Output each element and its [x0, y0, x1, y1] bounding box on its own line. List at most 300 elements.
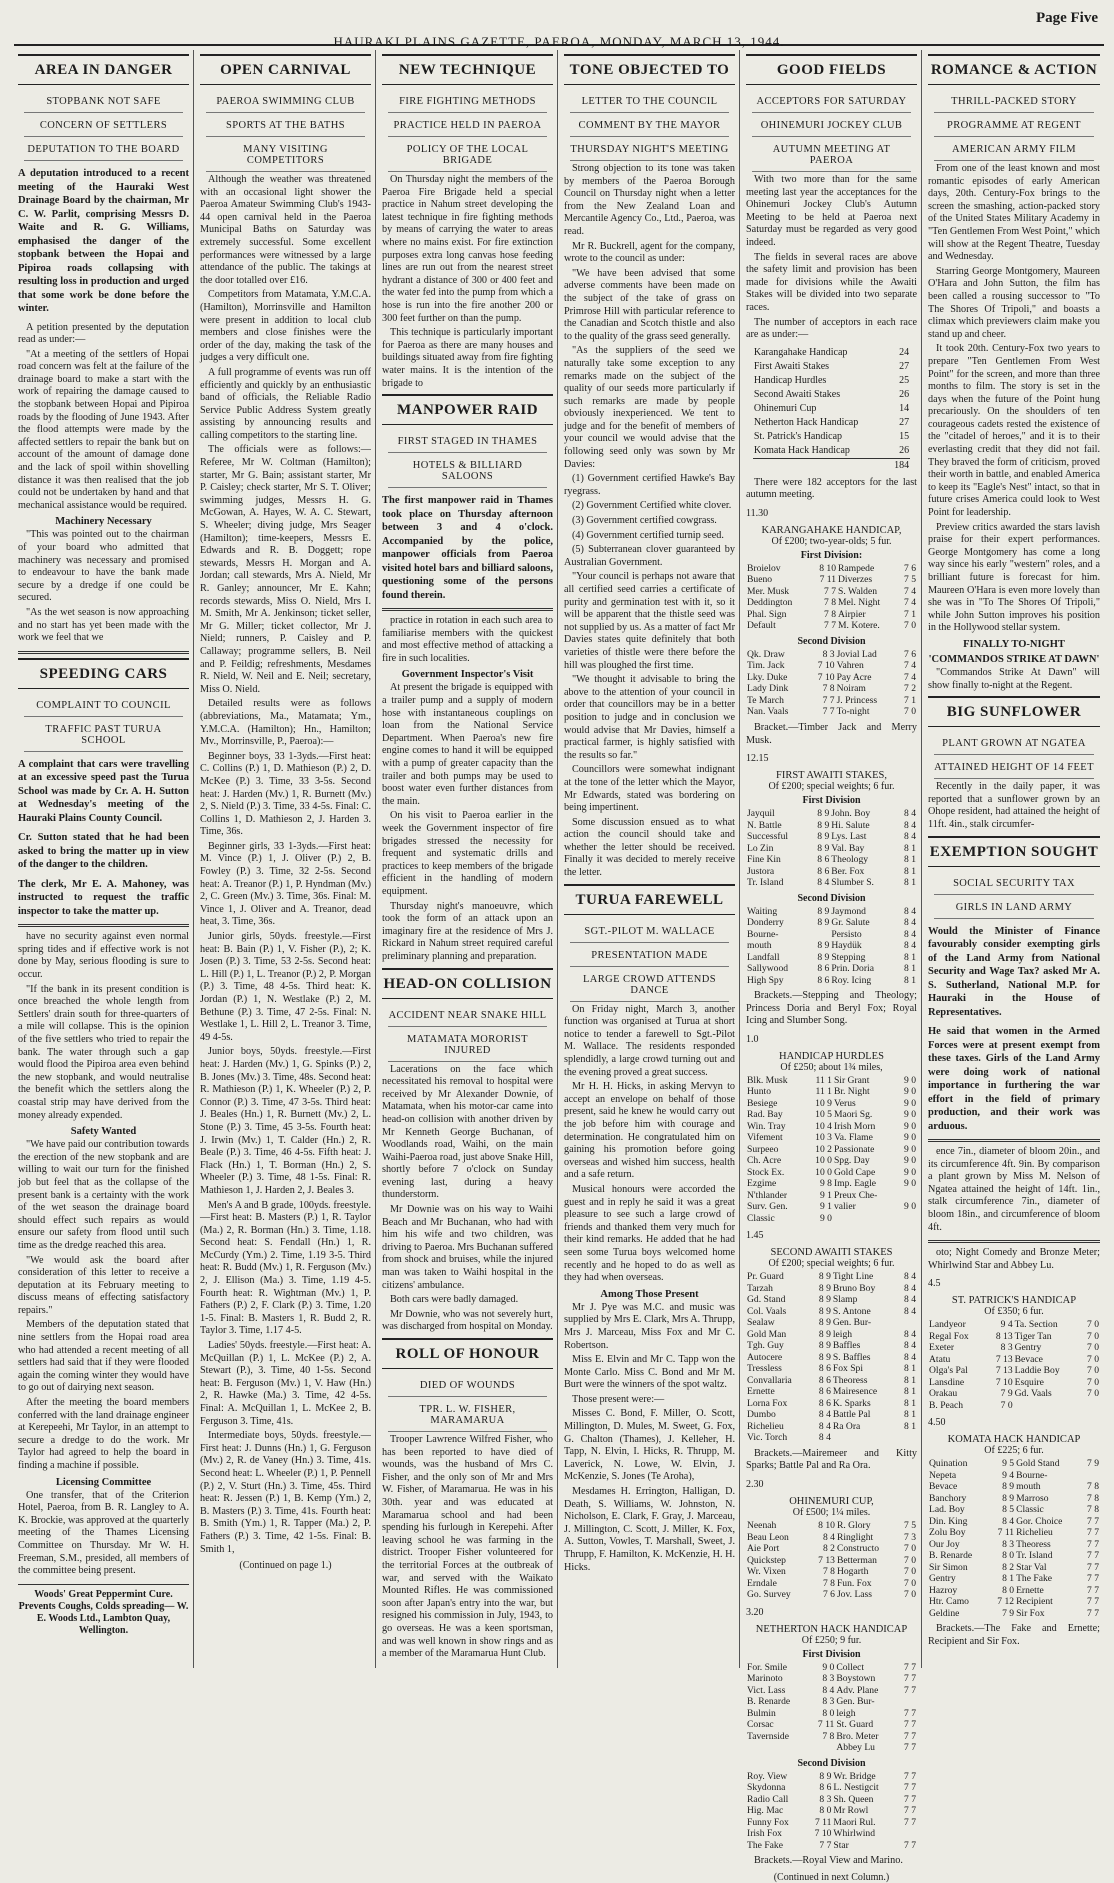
table-cell: Imp. Eagle: [833, 1178, 877, 1190]
table-cell: Gold Cape: [833, 1166, 876, 1178]
table-cell: Classic: [1016, 1504, 1044, 1516]
table-cell: Hi. Salute: [831, 819, 870, 831]
table-cell: [1014, 1400, 1081, 1412]
table-row: [746, 672, 917, 684]
table-cell: Neenah: [747, 1520, 777, 1532]
table-row: [746, 563, 917, 575]
table-row: [928, 1365, 1100, 1377]
table-row: [746, 1109, 917, 1121]
table-cell: 7 4: [904, 671, 916, 683]
race-name: Karangahake Handicap: [753, 346, 848, 358]
table-cell: Vahren: [836, 660, 864, 672]
subheadline: OHINEMURI JOCKEY CLUB: [752, 115, 911, 137]
table-cell: 7 13: [995, 1365, 1013, 1377]
page-number: Page Five: [1035, 10, 1098, 26]
table-row: [928, 1527, 1100, 1539]
table-cell: 8 2: [1002, 1561, 1015, 1573]
table-row: [746, 1306, 917, 1318]
table-cell: 8 5: [1002, 1504, 1015, 1516]
paragraph: With two more than for the same meeting last year the acceptances for the Ohinemuri Jockey Club's Autumn Meeting to be held at Paeroa next Saturday must be regarded as very good indeed.: [746, 174, 917, 248]
subheadline: SGT.-PILOT M. WALLACE: [570, 921, 729, 943]
table-row: [746, 1532, 917, 1544]
table-cell: Fine Kin: [747, 854, 781, 866]
table-cell: Wr. Vixen: [747, 1566, 786, 1578]
subheadline: TPR. L. W. FISHER, MARAMARUA: [388, 1399, 547, 1432]
table-cell: 7 7: [1087, 1607, 1099, 1619]
table-cell: 7 7: [1087, 1527, 1099, 1539]
table-cell: 8 9: [1002, 1492, 1015, 1504]
total-label: [753, 458, 889, 473]
table-row: [746, 917, 917, 929]
table-cell: 8 4: [904, 905, 916, 917]
race-title: OHINEMURI CUP,: [789, 1496, 874, 1508]
lead-paragraph: A deputation introduced to a recent meeting of the Hauraki West Drainage Board by the chairman, Mr C. W. Parlit, comprising Messrs D. Waite and R. G. Williams, emphasised the danger of the stopbank between the Hopai and Pipiroa roads collapsing with resulting loss in production and urged that some work be done before the winter.: [18, 168, 189, 314]
column-5: [742, 50, 922, 1883]
table-cell: B. Renarde: [747, 1696, 791, 1708]
paragraph: Junior boys, 50yds. freestyle.—First heat: J. Harden (Mv.) 1, G. Spinks (P.) 2, B. Jones (Mv.) 3. Time, 48s. Second heat: R. Mathieson (P.) 1, K. Wheeler (P.) 2, P. Connor (P.) 3. Time, 47 3-5s. Third heat: J. Beales (Hn.) 1, R. Burnett (Mv.) 2, L. Stone (P.) 3. Time, 45 3-5s. Fourth heat: J. Irwin (Mv.) 1, T. Calder (Hn.) 2, R. Beale (P.) 3. Time, 46 4-5s. Fifth heat: J. Flack (Hn.) 1, T. Borman (Hn.) 2, S. Wheeler (P.) 3. Time, 48 1-5s. Final: R. Mathieson 1, J. Harden 2, J. Beales 3.: [200, 1046, 371, 1196]
race-title: NETHERTON HACK HANDICAP: [755, 1623, 908, 1635]
table-cell: Lorna Fox: [747, 1397, 788, 1409]
table-cell: 7 2: [904, 683, 916, 695]
table-cell: 8 0: [1002, 1550, 1015, 1562]
table-row: [746, 1340, 917, 1352]
table-cell: Tim. Jack: [747, 660, 785, 672]
table-cell: 9 0: [904, 1201, 916, 1213]
acceptor-total: 184: [888, 458, 910, 473]
table-row: [746, 1178, 917, 1190]
table-cell: 7 9: [1000, 1388, 1013, 1400]
table-cell: N'thlander: [747, 1189, 788, 1201]
race-field-table: [928, 1319, 1100, 1411]
table-cell: Tiger Tan: [1014, 1330, 1052, 1342]
table-cell: Fun. Fox: [836, 1577, 872, 1589]
table-row: [746, 929, 917, 941]
subheadline: HOTELS & BILLIARD SALOONS: [388, 455, 547, 488]
table-cell: Verus: [833, 1097, 856, 1109]
headline: ROMANCE & ACTION: [928, 54, 1100, 85]
paragraph: A petition presented by the deputation read as under:—: [18, 321, 189, 346]
race-brackets: oto; Night Comedy and Bronze Meter; Whirlwind Star and Abbey Lu.: [928, 1247, 1100, 1271]
table-cell: 9 4: [1002, 1469, 1015, 1481]
table-cell: 8 4: [904, 1328, 916, 1340]
table-cell: Jaymond: [831, 905, 866, 917]
subheadline: ATTAINED HEIGHT OF 14 FEET: [934, 757, 1094, 779]
table-cell: Autocere: [747, 1351, 783, 1363]
table-cell: [1081, 1470, 1100, 1482]
table-cell: For. Smile: [747, 1661, 787, 1673]
table-row: [746, 620, 917, 632]
race-conditions: Of £200; special weights; 6 fur.: [768, 1258, 895, 1270]
table-cell: Maori Sg.: [833, 1109, 873, 1121]
race-conditions: Of £500; 1¼ miles.: [792, 1507, 871, 1519]
table-cell: Gen. Bur-: [832, 1317, 872, 1329]
race-time: 3.20: [746, 1606, 764, 1618]
table-cell: Va. Flame: [833, 1132, 873, 1144]
table-row: [746, 1375, 917, 1387]
headline: AREA IN DANGER: [18, 54, 189, 85]
table-cell: 8 9: [817, 905, 830, 917]
table-cell: Aie Port: [747, 1543, 780, 1555]
table-cell: 7 7: [904, 1805, 916, 1817]
table-cell: 7 7: [819, 1839, 832, 1851]
table-cell: 8 9: [818, 1282, 831, 1294]
table-cell: [809, 1742, 835, 1754]
table-cell: [897, 1696, 917, 1708]
table-row: [746, 597, 917, 609]
table-row: [928, 1458, 1100, 1470]
table-cell: Deddington: [747, 597, 793, 609]
table-cell: 10 5: [815, 1109, 832, 1121]
table-cell: 8 9: [818, 1305, 831, 1317]
subheadline: MANY VISITING COMPETITORS: [206, 139, 365, 172]
table-cell: The Fake: [747, 1839, 783, 1851]
table-cell: 7 0: [1087, 1365, 1099, 1377]
table-cell: 8 4: [904, 928, 916, 940]
paragraph: "Commandos Strike At Dawn" will show finally to-night at the Regent.: [928, 666, 1100, 691]
table-cell: John. Boy: [831, 808, 871, 820]
table-row: [928, 1585, 1100, 1597]
table-row: [746, 1121, 917, 1133]
table-cell: 8 4: [904, 808, 916, 820]
table-row: [746, 1155, 917, 1167]
table-row: [746, 1840, 917, 1852]
table-cell: J. Princess: [836, 694, 878, 706]
race-name: Handicap Hurdles: [753, 374, 827, 386]
table-cell: 7 7: [904, 1684, 916, 1696]
table-cell: Vic. Torch: [747, 1432, 788, 1444]
table-cell: 9 0: [904, 1109, 916, 1121]
table-cell: Battle Pal: [832, 1409, 871, 1421]
table-row: [746, 1828, 917, 1840]
table-cell: 7 7: [904, 1730, 916, 1742]
table-row: [746, 695, 917, 707]
race-time: 11.30: [746, 507, 769, 519]
table-cell: Justora: [747, 865, 775, 877]
subheadline: PAEROA SWIMMING CLUB: [206, 91, 365, 113]
table-cell: 10 3: [815, 1132, 832, 1144]
paragraph: Preview critics awarded the stars lavish praise for their expert performances. George Montgomery has come a long way since his early "western" roles, and a brilliant future is forecast for him. Maureen O'Hara is even more lovely than she was in "To The Shores Of Tripoli," while John Sutton improves his position in the Hollywood stellar system.: [928, 521, 1100, 634]
table-cell: Theoress: [832, 1374, 868, 1386]
table-cell: Rad. Bay: [747, 1109, 783, 1121]
table-cell: 7 7: [824, 585, 836, 597]
table-cell: 8 9: [818, 1294, 831, 1306]
table-cell: 7 8: [824, 597, 836, 609]
table-row: [746, 866, 917, 878]
table-cell: 7 1: [904, 694, 916, 706]
table-cell: Adv. Plane: [836, 1684, 879, 1696]
table-cell: Gold Stand: [1016, 1458, 1060, 1470]
divider: [18, 651, 189, 654]
paragraph: After the meeting the board members conferred with the land drainage engineer at Kerepeehi, Mr Taylor, in an attempt to secure a dredge to do the work. Mr Taylor had agreed to help the board in finding a machine if possible.: [18, 1397, 189, 1471]
table-cell: 10 9: [815, 1097, 832, 1109]
paragraph: "We have paid our contribution towards the erection of the new stopbank and are willing to wait our turn for the finished job but feel that as the collapse of the present bank is a certainty with the work of the wet season the drainage board should effect such repairs as would ensure our safety from flood until such time as the dredge reached this area.: [18, 1139, 189, 1251]
acceptor-count: 27: [899, 360, 910, 372]
table-cell: Irish Fox: [747, 1828, 782, 1840]
table-cell: Tarzah: [747, 1282, 773, 1294]
table-cell: 8 1: [904, 877, 916, 889]
subheadline: FIRE FIGHTING METHODS: [388, 91, 547, 113]
paragraph: Mr J. Pye was M.C. and music was supplied by Mrs E. Clark, Mrs A. Thrupp, Mrs J. Marceau, Miss Fox and Mr C. Robertson.: [564, 1301, 736, 1351]
table-row: [928, 1470, 1100, 1482]
table-cell: Collect: [836, 1661, 865, 1673]
subheadline: ACCIDENT NEAR SNAKE HILL: [388, 1005, 547, 1027]
table-cell: Bevace: [1014, 1353, 1043, 1365]
subheadline: PRESENTATION MADE: [570, 945, 729, 967]
table-cell: 9 5: [1002, 1458, 1015, 1470]
table-cell: 7 0: [904, 1543, 916, 1555]
table-cell: Col. Vaals: [747, 1305, 787, 1317]
table-cell: Gen. Bur-: [836, 1696, 875, 1708]
subheadline: PLANT GROWN AT NGATEA: [934, 733, 1094, 755]
paragraph: There were 182 acceptors for the last autumn meeting.: [746, 476, 917, 501]
table-row: [746, 1520, 917, 1532]
table-row: [928, 1354, 1100, 1366]
table-cell: Gentry: [929, 1573, 956, 1585]
table-cell: K. Sparks: [832, 1397, 871, 1409]
table-row: [753, 430, 910, 444]
table-cell: 7 10: [817, 660, 835, 672]
paragraph: Recently in the daily paper, it was reported that a sunflower grown by an Ohope resident, had attained the height of 11ft. 4in., stalk circumfer-: [928, 781, 1100, 830]
race-title: ST. PATRICK'S HANDICAP: [951, 1295, 1077, 1307]
table-cell: 8 4: [822, 1684, 835, 1696]
table-cell: 8 4: [904, 1340, 916, 1352]
table-cell: Jovial Lad: [836, 648, 877, 660]
table-cell: S. Baffles: [832, 1351, 871, 1363]
table-row: [753, 374, 910, 388]
table-cell: 7 7: [822, 694, 835, 706]
table-cell: Surpeeo: [747, 1143, 779, 1155]
paragraph: "We thought it advisable to bring the above to the attention of your council in order that councillors may be in a better position to judge and in conclusion we would advise that Mr Davies, himself a practical farmer, is highly satisfied with the results so far.": [564, 674, 735, 761]
table-cell: Diverzes: [838, 574, 873, 586]
subheadline: AMERICAN ARMY FILM: [934, 139, 1094, 161]
race-conditions: Of £200; special weights; 6 fur.: [768, 781, 895, 793]
table-cell: 8 4: [818, 1432, 831, 1444]
paragraph: "If the bank in its present condition is once breached the whole length from Settlers' drain south for three-quarters of a mile will collapse. This is the opinion of the five settlers who tried to repair the bank. The water through such a gap would flood the Pipiroa area even behind the new stopbank, and would neutralise the benefit which the settlers along the coastal strip may have derived from the money already expended.: [18, 983, 189, 1121]
table-cell: Constructo: [836, 1543, 880, 1555]
race-conditions: Of £350; 6 fur.: [984, 1306, 1044, 1318]
table-cell: Abbey Lu: [836, 1742, 875, 1754]
table-row: [746, 1685, 917, 1697]
table-cell: Vict. Lass: [747, 1684, 786, 1696]
acceptor-count: 14: [899, 402, 910, 414]
table-row: [753, 402, 910, 416]
table-cell: Te March: [747, 694, 784, 706]
lead-paragraph: He said that women in the Armed Forces were at present exempt from these taxes. Girls of the Land Army were doing work of national importance in furthering the war effort in the field of primary production, and their work was arduous.: [928, 1026, 1100, 1132]
paragraph: The officials were as follows:—Referee, Mr W. Coltman (Hamilton); starter, Mr G. Bain; assistant starter, Mr P. Caisley; check starter, Mr S. T. Oliver; swimming judges, Messrs H. G. McGowan, A. Hayes, W. A. C. Stewart, S. Wheeler; diving judge, Mrs Seager (Hamilton); time-keepers, Messrs E. Edwards and R. B. Doggett; rope stewards, Messrs H. Morgan and A. Jordan; call stewards, Mrs A. Nield, Mr R. Ganley; announcer, Mr E. Kahn; records stewards, Miss O. Nield, Mrs I. M. Smith, Mr A. Jenkinson; ticket seller, Mr G. Miller; ticket collector, Mr J. Nield; runners, P. Caisley and P. Callaway; programme sellers, B. Neil and P. Feildig; refreshments, Mesdames R. Nield, W. Neil and E. Neil; secretary, Miss O. Nield.: [200, 444, 371, 695]
table-cell: Lad. Boy: [929, 1504, 965, 1516]
table-cell: Bro. Meter: [836, 1730, 879, 1742]
table-row: [746, 1817, 917, 1829]
table-cell: Boystown: [836, 1673, 876, 1685]
table-cell: Tr. Island: [747, 877, 784, 889]
table-row: [746, 820, 917, 832]
table-cell: 8 6: [817, 974, 830, 986]
table-cell: 9 0: [904, 1074, 916, 1086]
table-row: [746, 1673, 917, 1685]
race-name: Netherton Hack Handicap: [753, 416, 859, 428]
table-cell: Win. Tray: [747, 1120, 786, 1132]
table-row: [753, 360, 910, 374]
table-row: [746, 906, 917, 918]
table-row: [928, 1481, 1100, 1493]
table-cell: 8 4: [904, 1294, 916, 1306]
table-cell: 8 9: [818, 1328, 831, 1340]
table-cell: Bourne-: [747, 928, 779, 940]
table-cell: 7 7: [904, 1793, 916, 1805]
subheadline: POLICY OF THE LOCAL BRIGADE: [388, 139, 547, 172]
table-cell: Haydük: [831, 940, 862, 952]
table-row: [746, 1589, 917, 1601]
table-cell: B. Renarde: [929, 1550, 973, 1562]
table-row: [746, 1398, 917, 1410]
table-cell: Surv. Gen.: [747, 1201, 788, 1213]
table-row: [746, 843, 917, 855]
paragraph: The fields in several races are above the safety limit and provision has been made for divisions while the Awaiti Stakes will be divided into two separate races.: [746, 251, 917, 313]
section-subhead: Licensing Committee: [55, 1476, 152, 1488]
table-cell: 8 9: [818, 1271, 831, 1283]
table-cell: leigh: [832, 1328, 853, 1340]
division-label: First Division:: [800, 549, 863, 561]
lead-paragraph: Cr. Sutton stated that he had been asked to bring the matter up in view of the danger to the children.: [18, 832, 189, 871]
table-cell: High Spy: [747, 974, 784, 986]
table-cell: Whirlwind: [833, 1828, 875, 1840]
paragraph: "As the suppliers of the seed we naturally take some exception to any remarks made on the subject of the quality of our seeds more particularly if such remarks are made by people obviously inexperienced. We tent to judge and for the benefit of members of your council we would advise that the following seed only was sown by Mr Davies:: [564, 345, 735, 470]
race-title: KARANGAHAKE HANDICAP,: [761, 524, 902, 536]
table-cell: Gold Man: [747, 1328, 787, 1340]
acceptor-count: 15: [899, 430, 910, 442]
table-cell: 7 1: [904, 608, 916, 620]
table-cell: Bevace: [929, 1481, 958, 1493]
headline: SPEEDING CARS: [18, 658, 189, 689]
table-cell: 7 8: [1087, 1481, 1099, 1493]
table-cell: Landfall: [747, 951, 780, 963]
table-cell: Olga's Pal: [929, 1365, 968, 1377]
table-cell: 8 1: [904, 1386, 916, 1398]
table-cell: M. Kotere.: [838, 620, 880, 632]
table-row: [928, 1550, 1100, 1562]
race-brackets: Brackets.—Royal View and Marino.: [754, 1855, 903, 1867]
table-cell: Waiting: [747, 905, 778, 917]
headline: TURUA FAREWELL: [564, 884, 735, 915]
headline: HEAD-ON COLLISION: [382, 968, 553, 999]
table-cell: Bueno: [747, 574, 773, 586]
paragraph: From one of the least known and most romantic episodes of early American days, 20th. Century-Fox brings to the screen the smashing, action-packed story of the United States Military Academy in "Ten Gentlemen From West Point," which will show at the Regent Theatre, Tuesday and Wednesday.: [928, 163, 1100, 263]
table-row: [746, 877, 917, 889]
table-row: [746, 1329, 917, 1341]
subheadline: AUTUMN MEETING AT PAEROA: [752, 139, 911, 172]
table-cell: 7 13: [995, 1353, 1013, 1365]
table-cell: [832, 1432, 897, 1444]
table-cell: 7 8: [1087, 1504, 1099, 1516]
table-cell: Airpier: [838, 608, 866, 620]
table-cell: Sir Simon: [929, 1561, 968, 1573]
table-cell: 8 1: [904, 1420, 916, 1432]
table-cell: Tavernside: [747, 1730, 789, 1742]
table-row: [746, 1075, 917, 1087]
table-cell: [810, 929, 831, 941]
table-cell: 7 11: [817, 1719, 835, 1731]
table-row: [746, 808, 917, 820]
table-row: [746, 1144, 917, 1156]
subheadline: TRAFFIC PAST TURUA SCHOOL: [24, 719, 183, 752]
paragraph: Men's A and B grade, 100yds. freestyle.—First heat: B. Masters (P.) 1, R. Taylor (Ma.) 2, R. Borman (Hn.) 3. Time, 1.18. Second heat: S. Fendall (Hn.) 1, R. McCurdy (Ym.) 2. Time, 1.19 3-5. Third heat: R. Budd (Mv.) 1, R. Ferguson (Mv.) 2, J. Ellison (Ma.) 3. Time, 1.19 4-5. Fourth heat: R. Wightman (Mv.) 1, P. Fathers (P.) 2, F. Clark (P.) 3. Time, 1.20 1-5. Final: B. Masters 1, R. Budd 2, R. Taylor 3. Time, 1.17 4-5.: [200, 1199, 371, 1337]
race-title: HANDICAP HURDLES: [779, 1050, 884, 1062]
race-name: Second Awaiti Stakes: [753, 388, 841, 400]
table-row: [746, 1201, 917, 1213]
race-field-table: [746, 1520, 917, 1601]
table-cell: 8 3: [1000, 1342, 1013, 1354]
table-cell: Go. Survey: [747, 1589, 791, 1601]
table-cell: [1080, 1400, 1100, 1412]
table-cell: 8 9: [817, 940, 830, 952]
table-cell: 7 9: [1002, 1607, 1015, 1619]
table-cell: 7 7: [1087, 1596, 1099, 1608]
table-cell: 8 4: [904, 819, 916, 831]
table-row: [746, 1696, 917, 1708]
table-cell: 8 4: [904, 917, 916, 929]
table-cell: 8 2: [822, 1543, 835, 1555]
table-cell: 7 7: [1087, 1515, 1099, 1527]
table-cell: Orakau: [929, 1388, 958, 1400]
divider: [928, 1240, 1100, 1243]
headline: EXEMPTION SOUGHT: [928, 836, 1100, 867]
table-cell: 8 0: [822, 1707, 835, 1719]
table-cell: 9 1: [819, 1189, 832, 1201]
table-cell: 8 0: [1002, 1584, 1015, 1596]
table-cell: N. Battle: [747, 819, 782, 831]
table-cell: Rampede: [838, 562, 875, 574]
acceptor-count: 25: [899, 374, 910, 386]
paragraph: Councillors were somewhat indignant at the tone of the letter which the Mayor, Mr Edwards, stated was bordering on being impertinent.: [564, 764, 735, 814]
table-row: [746, 1805, 917, 1817]
headline: BIG SUNFLOWER: [928, 696, 1100, 727]
paragraph: practice in rotation in each such area to familiarise members with the quickest and most effective method of attacking a fire in such localities.: [382, 615, 553, 664]
table-cell: 8 6: [817, 854, 830, 866]
table-cell: 8 9: [817, 951, 830, 963]
paragraph: "We would ask the board after consideration of this letter to receive a deputation at its February meeting to discuss means of effecting satisfactory repairs.": [18, 1254, 189, 1316]
table-row: [746, 1363, 917, 1375]
table-row: [746, 1578, 917, 1590]
table-cell: valier: [833, 1201, 856, 1213]
paragraph: ence 7in., diameter of bloom 20in., and its circumference 4ft. 9in. By comparison a plant grown by Miss M. Nelson of Ngatea attained the height of 14ft. 1in., stalk circumference 7in., diameter of bloom 18in., and circumference of bloom 4ft.: [928, 1146, 1100, 1233]
table-row: [746, 1555, 917, 1567]
table-cell: Ta. Section: [1014, 1319, 1058, 1331]
table-cell: Bruno Boy: [832, 1282, 876, 1294]
table-cell: 8 4: [818, 1409, 831, 1421]
table-cell: 8 6: [817, 963, 830, 975]
table-cell: 8 9: [817, 808, 830, 820]
race-brackets: Brackets.—The Fake and Ernette; Recipient and Sir Fox.: [928, 1623, 1100, 1647]
table-cell: 9 0: [904, 1097, 916, 1109]
table-cell: Prin. Doria: [831, 963, 874, 975]
table-cell: 9 0: [904, 1143, 916, 1155]
paragraph: On his visit to Paeroa earlier in the week the Government inspector of fire brigades stressed the necessity for frequent and systematic drills and practices to keep members of the brigade efficient in the handling of modern equipment.: [382, 810, 553, 897]
table-cell: Gd. Stand: [747, 1294, 786, 1306]
table-cell: S. Walden: [838, 585, 878, 597]
table-cell: leigh: [836, 1707, 856, 1719]
table-row: [928, 1596, 1100, 1608]
division-label: First Division: [802, 795, 861, 807]
race-field-table: [746, 1662, 917, 1754]
table-cell: Richelieu: [1016, 1527, 1053, 1539]
paragraph: Lacerations on the face which necessitated his removal to hospital were received by Mr Alexander Downie, of Matamata, when his motor-car came into head-on collision with another driven by Mr Kenneth George Buchanan, of Woodlands road, Waihi, on the main Waihi-Paeroa road, just above Snake Hill, shortly before 7 o'clock on Sunday evening last, during a heavy thunderstorm.: [382, 1063, 553, 1201]
acceptor-count: 26: [899, 388, 910, 400]
table-cell: 7 0: [1087, 1353, 1099, 1365]
table-cell: 8 1: [904, 1397, 916, 1409]
section-subhead: Machinery Necessary: [55, 516, 152, 528]
table-cell: 8 9: [817, 819, 830, 831]
table-cell: Laddie Boy: [1014, 1365, 1060, 1377]
